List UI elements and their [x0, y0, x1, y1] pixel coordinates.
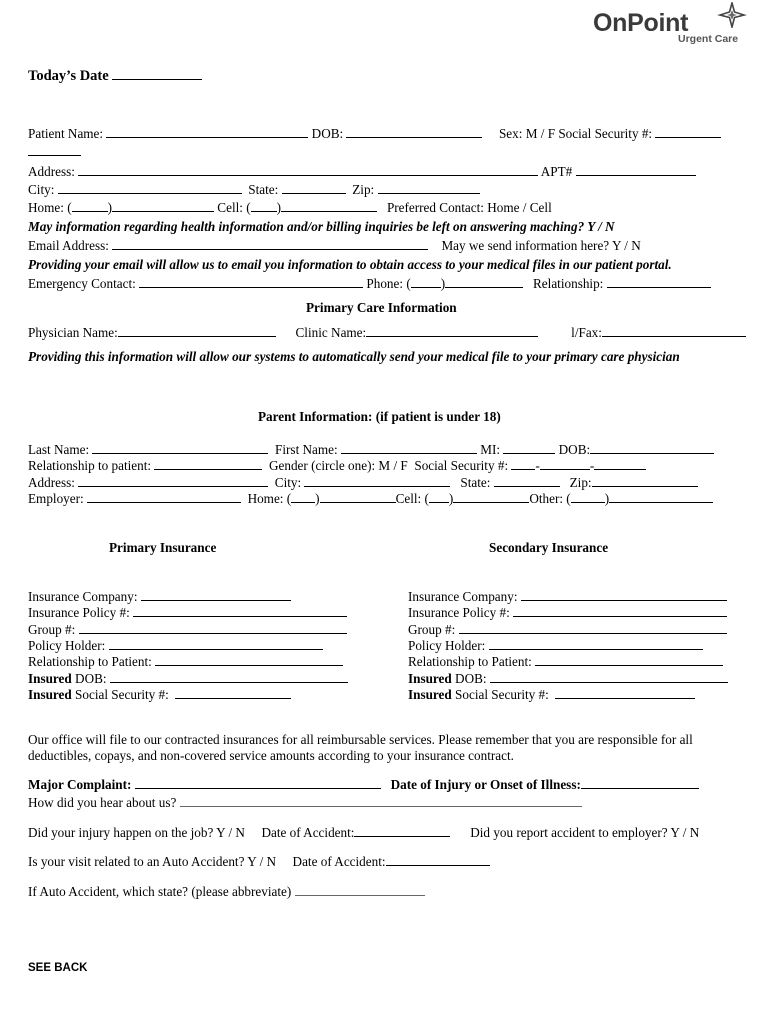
major-complaint-field[interactable]: [135, 777, 381, 789]
primary-insurance-heading: Primary Insurance: [109, 540, 217, 555]
patient-name-label: Patient Name:: [28, 126, 104, 141]
patient-home-label: Home: (: [28, 200, 72, 215]
parent-heading: Parent Information: (if patient is under 18): [258, 409, 501, 424]
primary-holder-field[interactable]: [109, 638, 323, 650]
insurance-notice-line-1: Our office will file to our contracted insurances for all reimbursable services. Please remember that you are responsible for all: [28, 732, 693, 747]
parent-employer-row: [28, 491, 713, 506]
emergency-relationship-field[interactable]: [607, 276, 711, 288]
parent-relationship-row: [28, 458, 646, 473]
email-field[interactable]: [112, 238, 428, 250]
parent-employer-field[interactable]: [87, 491, 241, 503]
primary-ssn-label: Social Security #:: [71, 687, 169, 702]
secondary-dob-field[interactable]: [490, 671, 728, 683]
insured-label: Insured: [408, 687, 452, 702]
parent-cell-field[interactable]: [453, 491, 529, 503]
auto-accident-row: [28, 854, 490, 869]
patient-city-label: City:: [28, 182, 55, 197]
secondary-holder-label: Policy Holder:: [408, 638, 486, 653]
parent-zip-label: Zip:: [569, 475, 592, 490]
email-row: [28, 238, 641, 253]
primary-holder-label: Policy Holder:: [28, 638, 106, 653]
primary-relationship-field[interactable]: [155, 654, 343, 666]
insured-label: Insured: [28, 671, 72, 686]
parent-home-field[interactable]: [320, 491, 396, 503]
patient-phone-row: [28, 200, 552, 215]
patient-home-area-field[interactable]: [72, 200, 108, 212]
parent-other-area-field[interactable]: [571, 491, 605, 503]
email-note: Providing your email will allow us to email you information to obtain access to your medical files in our patient portal.: [28, 257, 672, 272]
insured-label: Insured: [408, 671, 452, 686]
primary-relationship-row: [28, 654, 343, 669]
job-injury-row: [28, 825, 699, 840]
patient-state-label: State:: [248, 182, 279, 197]
parent-employer-label: Employer:: [28, 491, 84, 506]
fax-label: l/Fax:: [571, 325, 602, 340]
parent-address-label: Address:: [28, 475, 75, 490]
hear-about-label: How did you hear about us?: [28, 795, 177, 810]
parent-ssn-field-1[interactable]: [511, 458, 535, 470]
patient-name-field[interactable]: [106, 126, 308, 138]
primary-holder-row: [28, 638, 323, 653]
patient-apt-field[interactable]: [576, 164, 696, 176]
secondary-ssn-field[interactable]: [555, 687, 695, 699]
secondary-group-row: [408, 622, 727, 637]
primary-company-label: Insurance Company:: [28, 589, 138, 604]
parent-cell-label: Cell: (: [395, 491, 429, 506]
secondary-ssn-label: Social Security #:: [451, 687, 549, 702]
patient-sex-label: Sex: M / F: [498, 126, 556, 141]
parent-last-label: Last Name:: [28, 442, 90, 457]
primary-insured-ssn-row: [28, 687, 291, 702]
clinic-name-label: Clinic Name:: [295, 325, 367, 340]
secondary-insurance-heading: Secondary Insurance: [489, 540, 609, 555]
primary-policy-label: Insurance Policy #:: [28, 605, 130, 620]
primary-company-field[interactable]: [141, 589, 291, 601]
secondary-company-row: [408, 589, 727, 604]
parent-first-label: First Name:: [275, 442, 338, 457]
auto-accident-question: Is your visit related to an Auto Accident? Y / N: [28, 854, 277, 869]
parent-first-field[interactable]: [341, 442, 477, 454]
paren: ): [448, 491, 454, 506]
emergency-phone-field[interactable]: [445, 276, 523, 288]
physician-name-field[interactable]: [118, 325, 276, 337]
primary-care-note: Providing this information will allow our systems to automatically send your medical file to your primary care physician: [28, 349, 680, 364]
paren: ): [276, 200, 282, 215]
primary-care-row: [28, 325, 746, 340]
compass-star-icon: [717, 2, 747, 28]
secondary-insured-dob-row: [408, 671, 728, 686]
secondary-policy-field[interactable]: [513, 605, 727, 617]
secondary-holder-field[interactable]: [489, 638, 703, 650]
patient-cell-field[interactable]: [281, 200, 377, 212]
emergency-phone-label: Phone: (: [366, 276, 411, 291]
primary-group-row: [28, 622, 347, 637]
secondary-relationship-row: [408, 654, 723, 669]
fax-field[interactable]: [602, 325, 746, 337]
patient-cell-label: Cell: (: [217, 200, 251, 215]
patient-home-field[interactable]: [112, 200, 214, 212]
dash: -: [589, 458, 595, 473]
paren: ): [440, 276, 446, 291]
parent-relationship-field[interactable]: [154, 458, 262, 470]
parent-dob-field[interactable]: [590, 442, 714, 454]
email-label: Email Address:: [28, 238, 109, 253]
primary-dob-label: DOB:: [71, 671, 107, 686]
primary-care-heading: Primary Care Information: [306, 300, 457, 315]
auto-state-row: [28, 884, 425, 899]
secondary-group-label: Group #:: [408, 622, 456, 637]
paren: ): [107, 200, 112, 215]
auto-accident-date-field[interactable]: [386, 854, 490, 866]
patient-city-field[interactable]: [58, 182, 242, 194]
onset-date-field[interactable]: [581, 777, 699, 789]
onset-date-label: Date of Injury or Onset of Illness:: [390, 777, 581, 792]
parent-address-field[interactable]: [78, 475, 268, 487]
hear-about-field[interactable]: [180, 795, 582, 807]
todays-date-label: Today’s Date: [28, 68, 109, 84]
emergency-relationship-label: Relationship:: [533, 276, 604, 291]
secondary-insured-ssn-row: [408, 687, 695, 702]
auto-accident-date-label: Date of Accident:: [292, 854, 386, 869]
patient-state-field[interactable]: [282, 182, 346, 194]
primary-policy-row: [28, 605, 347, 620]
leave-message-question: May information regarding health information and/or billing inquiries be left on answering maching? Y / N: [28, 219, 615, 234]
physician-name-label: Physician Name:: [28, 325, 118, 340]
parent-relationship-label: Relationship to patient:: [28, 458, 152, 473]
parent-cell-area-field[interactable]: [429, 491, 449, 503]
major-complaint-label: Major Complaint:: [28, 777, 132, 792]
clinic-name-field[interactable]: [366, 325, 538, 337]
parent-home-area-field[interactable]: [291, 491, 315, 503]
insurance-notice-line-2: deductibles, copays, and non-covered service amounts according to your insurance contract.: [28, 748, 514, 763]
patient-ssn-field-2[interactable]: [28, 144, 81, 156]
emergency-row: [28, 276, 711, 291]
patient-ssn-continued: [28, 144, 81, 159]
secondary-relationship-field[interactable]: [535, 654, 723, 666]
parent-dob-label: DOB:: [558, 442, 591, 457]
patient-ssn-label: Social Security #:: [558, 126, 653, 141]
preferred-contact-label: Preferred Contact: Home / Cell: [386, 200, 552, 215]
patient-address-field[interactable]: [78, 164, 538, 176]
secondary-company-label: Insurance Company:: [408, 589, 518, 604]
auto-state-field[interactable]: [295, 884, 425, 896]
patient-dob-field[interactable]: [346, 126, 482, 138]
secondary-policy-label: Insurance Policy #:: [408, 605, 510, 620]
parent-other-label: Other: (: [529, 491, 571, 506]
patient-ssn-field[interactable]: [655, 126, 721, 138]
send-info-question: May we send information here? Y / N: [441, 238, 641, 253]
accident-date-label: Date of Accident:: [261, 825, 355, 840]
patient-name-row: [28, 126, 721, 141]
parent-last-field[interactable]: [92, 442, 268, 454]
parent-other-field[interactable]: [609, 491, 713, 503]
secondary-holder-row: [408, 638, 703, 653]
emergency-phone-area-field[interactable]: [411, 276, 441, 288]
parent-address-row: [28, 475, 698, 490]
secondary-policy-row: [408, 605, 727, 620]
parent-ssn-field-3[interactable]: [594, 458, 646, 470]
parent-state-label: State:: [460, 475, 491, 490]
job-injury-question: Did your injury happen on the job? Y / N: [28, 825, 245, 840]
primary-insured-dob-row: [28, 671, 348, 686]
parent-gender-label: Gender (circle one): M / F: [268, 458, 408, 473]
logo-name: OnPoint: [593, 9, 689, 37]
primary-ssn-field[interactable]: [175, 687, 291, 699]
patient-zip-label: Zip:: [352, 182, 375, 197]
emergency-contact-label: Emergency Contact:: [28, 276, 136, 291]
complaint-row: [28, 777, 699, 792]
logo-subtitle: Urgent Care: [678, 33, 739, 45]
dash: -: [535, 458, 540, 473]
paren: ): [315, 491, 320, 506]
primary-policy-field[interactable]: [133, 605, 347, 617]
see-back-note: SEE BACK: [28, 962, 88, 974]
parent-state-field[interactable]: [494, 475, 560, 487]
patient-city-row: [28, 182, 480, 197]
parent-mi-field[interactable]: [503, 442, 555, 454]
parent-ssn-field-2[interactable]: [540, 458, 590, 470]
accident-date-field[interactable]: [354, 825, 450, 837]
parent-city-field[interactable]: [304, 475, 450, 487]
auto-state-question: If Auto Accident, which state? (please abbreviate): [28, 884, 292, 899]
primary-dob-field[interactable]: [110, 671, 348, 683]
reported-question: Did you report accident to employer? Y / N: [470, 825, 700, 840]
secondary-relationship-label: Relationship to Patient:: [408, 654, 532, 669]
secondary-group-field[interactable]: [459, 622, 727, 634]
patient-zip-field[interactable]: [378, 182, 480, 194]
emergency-contact-field[interactable]: [139, 276, 363, 288]
patient-cell-area-field[interactable]: [251, 200, 277, 212]
patient-address-row: [28, 164, 696, 179]
parent-ssn-label: Social Security #:: [414, 458, 509, 473]
secondary-company-field[interactable]: [521, 589, 727, 601]
parent-name-row: [28, 442, 714, 457]
primary-group-label: Group #:: [28, 622, 76, 637]
primary-company-row: [28, 589, 291, 604]
secondary-dob-label: DOB:: [451, 671, 487, 686]
todays-date-field[interactable]: [112, 68, 202, 80]
parent-city-label: City:: [274, 475, 302, 490]
primary-group-field[interactable]: [79, 622, 347, 634]
parent-mi-label: MI:: [480, 442, 501, 457]
insured-label: Insured: [28, 687, 72, 702]
hear-about-row: [28, 795, 582, 810]
paren: ): [604, 491, 610, 506]
patient-dob-label: DOB:: [311, 126, 344, 141]
parent-home-label: Home: (: [247, 491, 292, 506]
patient-apt-label: APT#: [540, 164, 573, 179]
todays-date-row: [28, 68, 202, 84]
parent-zip-field[interactable]: [592, 475, 698, 487]
patient-address-label: Address:: [28, 164, 75, 179]
primary-relationship-label: Relationship to Patient:: [28, 654, 152, 669]
